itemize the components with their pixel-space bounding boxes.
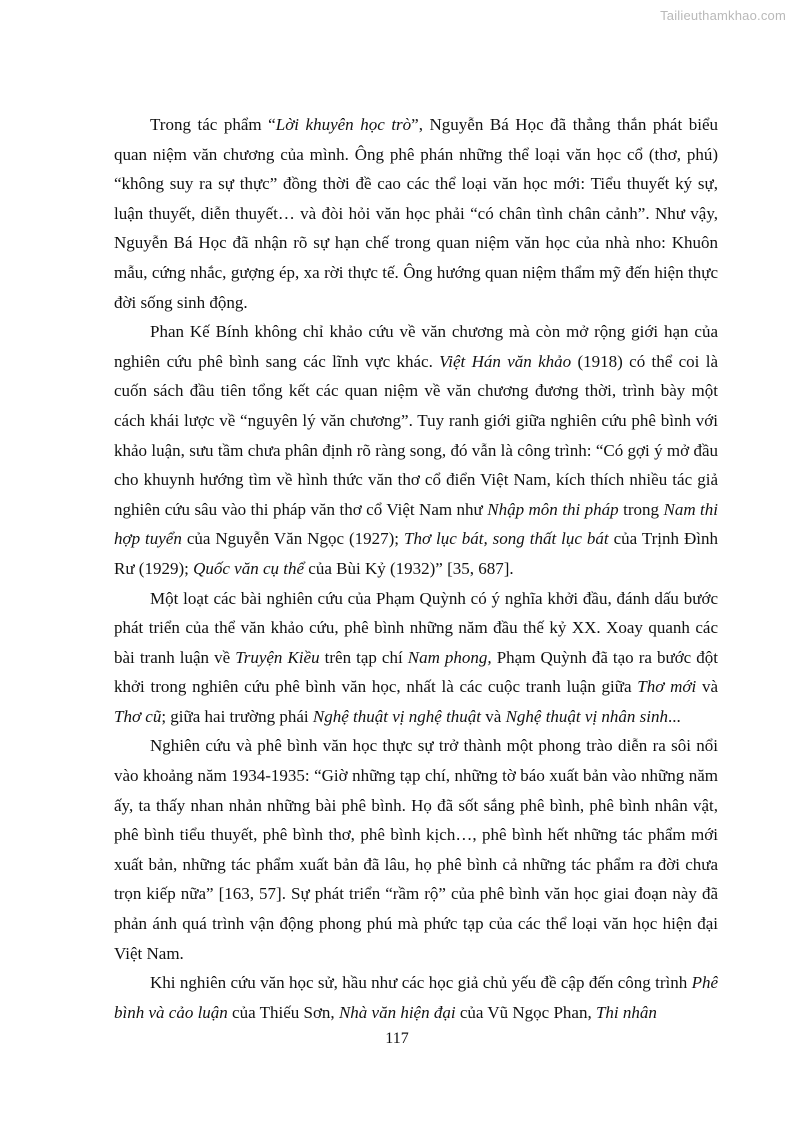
text-segment: và bbox=[481, 706, 506, 726]
text-segment: ”, Nguyễn Bá Học đã thẳng thắn phát biểu quan niệm văn chương của mình. Ông phê phán những thể loại văn học cổ (thơ, phú) “không suy ra sự thực” đồng thời đề cao các thể loại văn học mới: Tiểu thuyết ký sự, luận thuyết, diễn thuyết… và đòi hỏi văn học phải “có chân tình chân cảnh”. Như vậy, Nguyễn Bá Học đã nhận rõ sự hạn chế trong quan niệm văn học của nhà nho: Khuôn mẫu, cứng nhắc, gượng ép, xa rời thực tế. Ông hướng quan niệm thẩm mỹ đến hiện thực đời sống sinh động. bbox=[114, 115, 718, 312]
book-title: Thơ lục bát, song thất lục bát bbox=[403, 529, 609, 549]
book-title: Nhà văn hiện đại bbox=[338, 1002, 456, 1022]
book-title: Nghệ thuật vị nghệ thuật bbox=[312, 706, 482, 726]
book-title: Quốc văn cụ thể bbox=[193, 558, 305, 578]
text-segment: Nghiên cứu và phê bình văn học thực sự trở thành một phong trào diễn ra sôi nổi vào khoảng năm 1934-1935: “Giờ những tạp chí, những tờ báo xuất bản vào những năm ấy, ta thấy nhan nhản những bài phê bình. Họ đã sốt sắng phê bình, phê bình nhân vật, phê bình tiểu thuyết, phê bình thơ, phê bình kịch…, phê bình hết những tác phẩm mới xuất bản, những tác phẩm xuất bản đã lâu, họ phê bình cả những tác phẩm ra đời chưa trọn kiếp nữa” [163, 57]. Sự phát triển “rầm rộ” của phê bình văn học giai đoạn này đã phản ánh quá trình vận động phong phú mà phức tạp của các thể loại văn học hiện đại Việt Nam. bbox=[114, 736, 718, 963]
text-segment: Phan Kế Bính không chỉ khảo cứu về văn chương mà còn mở rộng giới hạn của nghiên cứu phê bình sang các lĩnh vực khác. bbox=[114, 322, 718, 371]
text-segment: của Trịnh Đình Rư (1929); bbox=[114, 529, 719, 578]
book-title: Thơ mới bbox=[637, 677, 697, 697]
text-segment: ... bbox=[668, 706, 681, 726]
book-title: Nam phong, bbox=[407, 647, 492, 667]
text-segment: trên tạp chí bbox=[319, 647, 408, 667]
text-segment: Khi nghiên cứu văn học sử, hầu như các học giả chủ yếu đề cập đến công trình bbox=[150, 973, 692, 993]
book-title: Nam thi hợp tuyển bbox=[114, 499, 719, 549]
paragraph-4 bbox=[114, 731, 718, 968]
text-segment: của Thiếu Sơn, bbox=[227, 1002, 339, 1022]
text-segment: Phạm Quỳnh đã tạo ra bước đột khởi trong nghiên cứu phê bình văn học, nhất là các cuộc tranh luận giữa bbox=[114, 647, 718, 697]
document-body bbox=[114, 110, 718, 1027]
text-segment: (1918) có thể coi là cuốn sách đầu tiên tổng kết các quan niệm về văn chương đương thời, trình bày một cách khái lược về “nguyên lý văn chương”. Tuy ranh giới giữa nghiên cứu phê bình với khảo luận, sưu tầm chưa phân định rõ ràng song, đó vẫn là công trình: “Có gợi ý mở đầu cho khuynh hướng tìm về hình thức văn thơ cổ điển Việt Nam, kích thích nhiều tác giả nghiên cứu sâu vào thi pháp văn thơ cổ Việt Nam như bbox=[114, 351, 719, 519]
page-number: 117 bbox=[385, 1030, 409, 1047]
watermark: Tailieuthamkhao.com bbox=[660, 8, 786, 23]
text-segment: Một loạt các bài nghiên cứu của Phạm Quỳnh có ý nghĩa khởi đầu, đánh dấu bước phát triển của thể văn khảo cứu, phê bình những năm đầu thế kỷ XX. Xoay quanh các bài tranh luận về bbox=[114, 588, 718, 667]
book-title: Lời khuyên học trò bbox=[275, 115, 412, 134]
paragraph-2 bbox=[114, 317, 718, 583]
text-segment: Trong tác phẩm “ bbox=[150, 115, 276, 134]
book-title: Thơ cũ bbox=[114, 706, 162, 726]
book-title: Việt Hán văn khảo bbox=[439, 351, 572, 371]
text-segment: ; giữa hai trường phái bbox=[161, 706, 313, 726]
book-title: Nhập môn thi pháp bbox=[487, 499, 619, 519]
paragraph-1 bbox=[114, 110, 718, 317]
text-segment: của Nguyễn Văn Ngọc (1927); bbox=[181, 529, 404, 549]
paragraph-5 bbox=[114, 968, 718, 1027]
book-title: Nghệ thuật vị nhân sinh bbox=[505, 706, 669, 726]
book-title: Truyện Kiều bbox=[235, 647, 320, 667]
text-segment: trong bbox=[618, 499, 664, 519]
book-title: Phê bình và cảo luận bbox=[114, 973, 718, 1022]
text-segment: và bbox=[696, 677, 718, 697]
paragraph-3 bbox=[114, 584, 718, 732]
book-title: Thi nhân bbox=[595, 1002, 657, 1022]
text-segment: của Bùi Kỷ (1932)” [35, 687]. bbox=[304, 558, 514, 578]
text-segment: của Vũ Ngọc Phan, bbox=[455, 1002, 596, 1022]
